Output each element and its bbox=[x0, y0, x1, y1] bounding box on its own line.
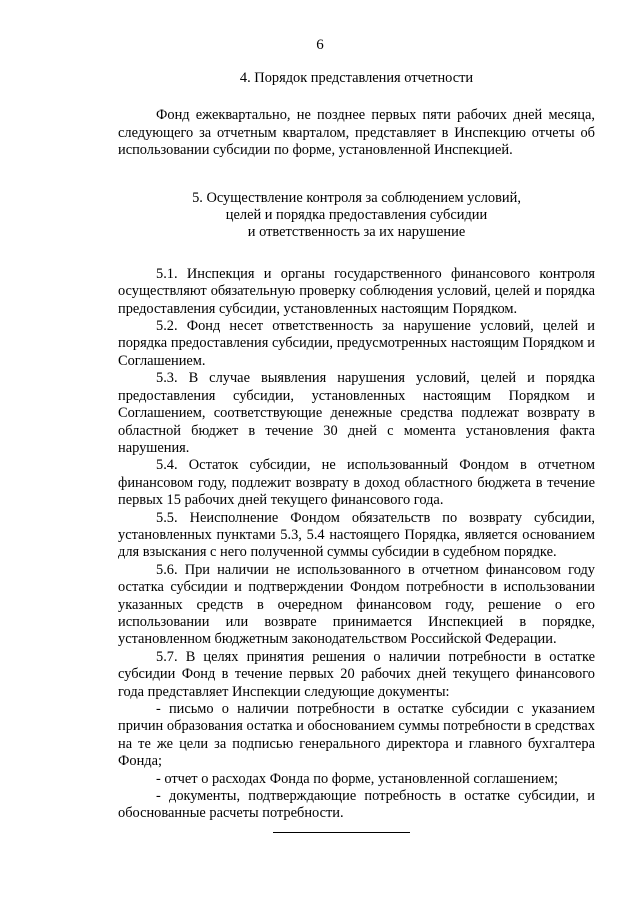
end-divider-line bbox=[273, 832, 410, 833]
section-5-heading-line: 5. Осуществление контроля за соблюдением условий, bbox=[192, 189, 521, 206]
section-5-heading-line: целей и порядка предоставления субсидии bbox=[225, 207, 488, 224]
list-item-report: - отчет о расходах Фонда по форме, установленной соглашением; bbox=[156, 770, 559, 787]
document-body bbox=[118, 70, 595, 823]
paragraph-5-7: 5.7. В целях принятия решения о наличии потребности в остатке субсидии Фонд в течение первых 20 рабочих дней текущего финансового года представляет Инспекции следующие документы: bbox=[118, 648, 595, 700]
list-item-letter: - письмо о наличии потребности в остатке субсидии с указанием причин образования остатка и обоснованием суммы потребности в средствах на те же цели за подписью генерального директора и главного бухгалтера Фонда; bbox=[118, 701, 595, 770]
section-5-heading bbox=[118, 190, 595, 242]
paragraph-5-1: 5.1. Инспекция и органы государственного финансового контроля осуществляют обязательную проверку соблюдения условий, целей и порядка предоставления субсидии, установленных настоящим Порядком. bbox=[118, 265, 595, 317]
section-4-paragraph: Фонд ежеквартально, не позднее первых пяти рабочих дней месяца, следующего за отчетным кварталом, представляет в Инспекцию отчеты об использовании субсидии по форме, установленной Инспекцией. bbox=[118, 107, 595, 159]
paragraph-5-2: 5.2. Фонд несет ответственность за нарушение условий, целей и порядка предоставления субсидии, предусмотренных настоящим Порядком и Соглашением. bbox=[118, 318, 595, 369]
section-5-heading-line: и ответственность за их нарушение bbox=[247, 224, 466, 241]
paragraph-5-6: 5.6. При наличии не использованного в отчетном финансовом году остатка субсидии и подтверждении Фондом потребности в использовании указанных средств в очередном финансовом году, решение о его использовании или возврате принимается Инспекцией в порядке, установленном бюджетным законодательством Российской Федерации. bbox=[118, 561, 595, 648]
paragraph-5-3: 5.3. В случае выявления нарушения условий, целей и порядка предоставления субсидии, установленных настоящим Порядком и Соглашением, соответствующие денежные средства подлежат возврату в областной бюджет в течение 30 дней с момента установления факта нарушения. bbox=[118, 370, 595, 456]
paragraph-5-5: 5.5. Неисполнение Фондом обязательств по возврату субсидии, установленных пунктами 5.3, 5.4 настоящего Порядка, является основанием для взыскания с него полученной суммы субсидии в судебном порядке. bbox=[118, 509, 595, 561]
paragraph-5-4: 5.4. Остаток субсидии, не использованный Фондом в отчетном финансовом году, подлежит возврату в доход областного бюджета в течение первых 15 рабочих дней текущего финансового года. bbox=[118, 457, 595, 509]
page-number: 6 bbox=[316, 37, 324, 53]
list-item-documents: - документы, подтверждающие потребность в остатке субсидии, и обоснованные расчеты потребности. bbox=[118, 788, 595, 822]
section-4-heading: 4. Порядок представления отчетности bbox=[239, 70, 474, 86]
